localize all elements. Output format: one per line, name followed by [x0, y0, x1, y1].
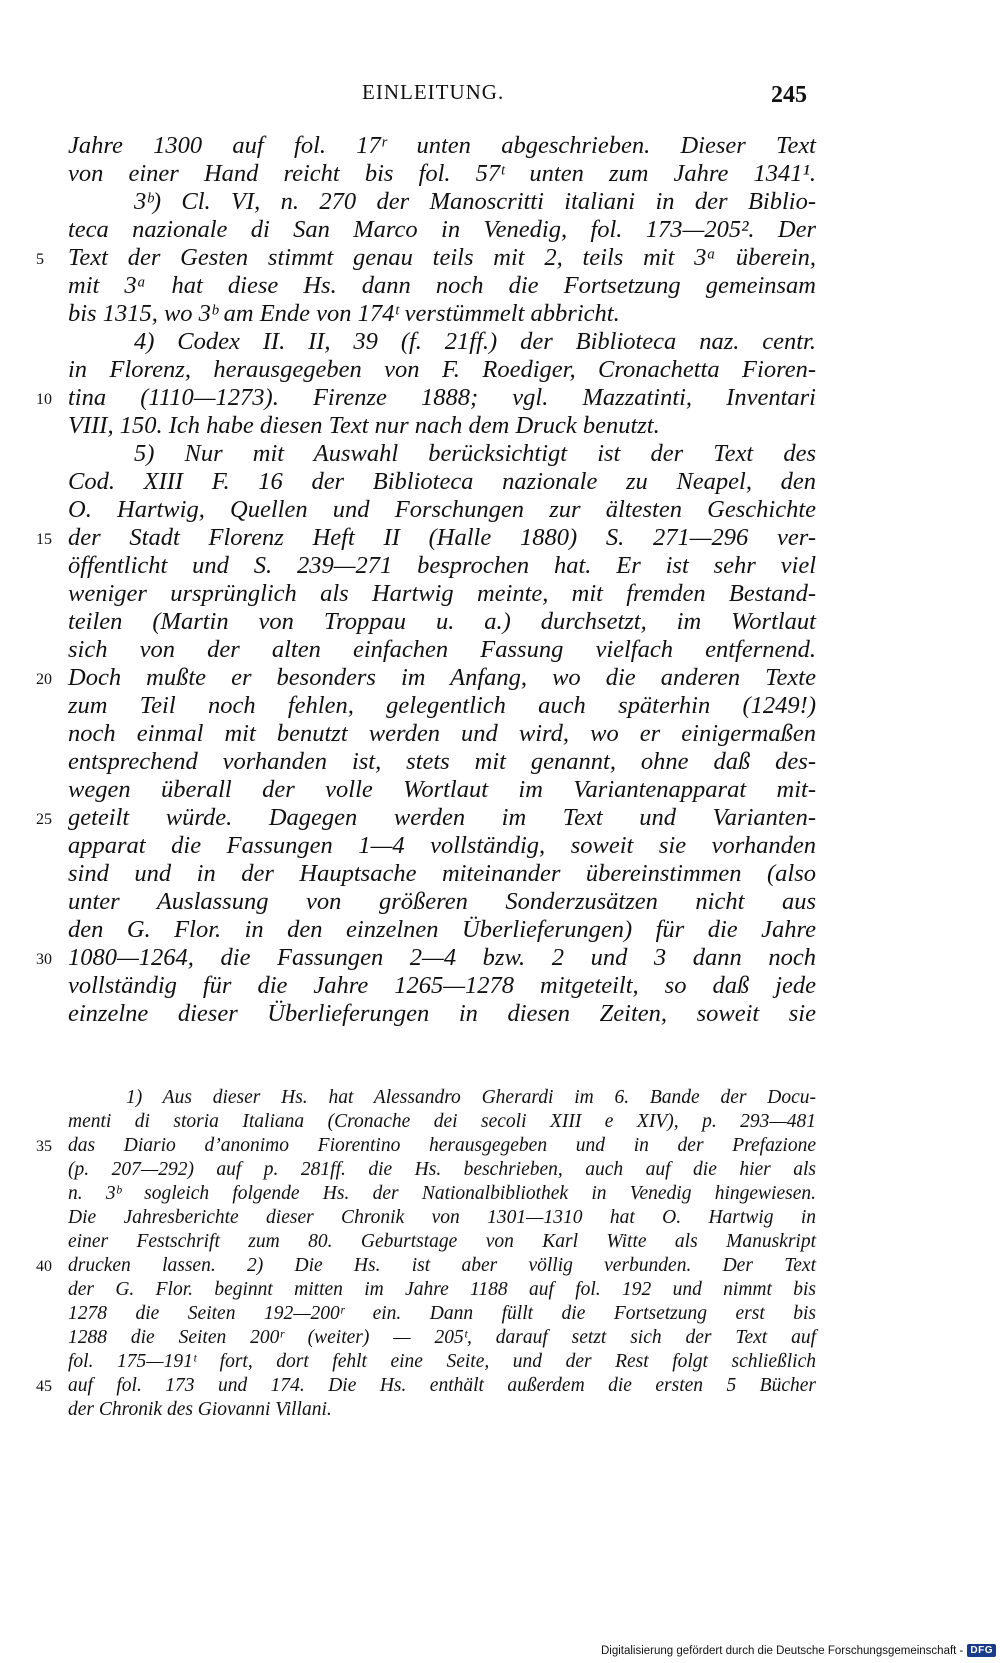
footnote-line: einer Festschrift zum 80. Geburtstage von Karl Witte als Manuskript [68, 1231, 816, 1252]
credit-text: Digitalisierung gefördert durch die Deutsche Forschungsgemeinschaft - [600, 1644, 964, 1657]
footnote-line: drucken lassen. 2) Die Hs. ist aber völlig verbunden. Der Text [68, 1255, 816, 1276]
body-line: weniger ursprünglich als Hartwig meinte, mit fremden Bestand- [68, 580, 816, 607]
body-line: 5) Nur mit Auswahl berücksichtigt ist der Text des [134, 440, 816, 467]
body-line: bis 1315, wo 3ᵇ am Ende von 174ᵗ verstümmelt abbricht. [68, 300, 620, 327]
line-number: 20 [36, 671, 52, 688]
footnote-line: 1288 die Seiten 200ʳ (weiter) — 205ᵗ, darauf setzt sich der Text auf [68, 1327, 816, 1348]
line-number: 15 [36, 531, 52, 548]
line-number: 35 [36, 1138, 52, 1155]
body-line: der Stadt Florenz Heft II (Halle 1880) S. 271—296 ver- [68, 524, 816, 551]
body-line: Doch mußte er besonders im Anfang, wo die anderen Texte [68, 664, 816, 691]
body-line: wegen überall der volle Wortlaut im Variantenapparat mit- [68, 776, 816, 803]
body-line: VIII, 150. Ich habe diesen Text nur nach dem Druck benutzt. [68, 412, 660, 439]
body-line: apparat die Fassungen 1—4 vollständig, soweit sie vorhanden [68, 832, 816, 859]
footnote-line: (p. 207—292) auf p. 281ff. die Hs. beschrieben, auch auf die hier als [68, 1159, 816, 1180]
body-line: entsprechend vorhanden ist, stets mit genannt, ohne daß des- [68, 748, 816, 775]
line-number: 45 [36, 1378, 52, 1395]
body-line: teilen (Martin von Troppau u. a.) durchsetzt, im Wortlaut [68, 608, 816, 635]
footnote-line: fol. 175—191ᵗ fort, dort fehlt eine Seite, und der Rest folgt schließlich [68, 1351, 816, 1372]
body-line: einzelne dieser Überlieferungen in diesen Zeiten, soweit sie [68, 1000, 816, 1027]
body-line: zum Teil noch fehlen, gelegentlich auch späterhin (1249!) [68, 692, 816, 719]
dfg-logo-icon: DFG [967, 1644, 996, 1657]
body-line: 4) Codex II. II, 39 (f. 21ff.) der Biblioteca naz. centr. [134, 328, 816, 355]
digitization-credit [601, 1644, 996, 1657]
footnote-line: der Chronik des Giovanni Villani. [68, 1399, 332, 1420]
body-line: noch einmal mit benutzt werden und wird, wo er einigermaßen [68, 720, 816, 747]
body-line: sind und in der Hauptsache miteinander übereinstimmen (also [68, 860, 816, 887]
body-line: von einer Hand reicht bis fol. 57ᵗ unten zum Jahre 1341¹. [68, 160, 816, 187]
body-line: Jahre 1300 auf fol. 17ʳ unten abgeschrieben. Dieser Text [68, 132, 816, 159]
body-line: teca nazionale di San Marco in Venedig, fol. 173—205². Der [68, 216, 816, 243]
running-head: EINLEITUNG. [362, 80, 505, 104]
body-line: mit 3ᵃ hat diese Hs. dann noch die Fortsetzung gemeinsam [68, 272, 816, 299]
body-line: Text der Gesten stimmt genau teils mit 2, teils mit 3ᵃ überein, [68, 244, 816, 271]
body-line: Cod. XIII F. 16 der Biblioteca nazionale zu Neapel, den [68, 468, 816, 495]
body-line: O. Hartwig, Quellen und Forschungen zur ältesten Geschichte [68, 496, 816, 523]
line-number: 40 [36, 1258, 52, 1275]
body-line: geteilt würde. Dagegen werden im Text und Varianten- [68, 804, 816, 831]
body-line: den G. Flor. in den einzelnen Überlieferungen) für die Jahre [68, 916, 816, 943]
line-number: 25 [36, 811, 52, 828]
footnote-line: n. 3ᵇ sogleich folgende Hs. der Nationalbibliothek in Venedig hingewiesen. [68, 1183, 816, 1204]
body-line: 3ᵇ) Cl. VI, n. 270 der Manoscritti italiani in der Biblio- [134, 188, 816, 215]
body-line: in Florenz, herausgegeben von F. Roediger, Cronachetta Fioren- [68, 356, 816, 383]
line-number: 10 [36, 391, 52, 408]
footnote-line: 1) Aus dieser Hs. hat Alessandro Gherardi im 6. Bande der Docu- [126, 1087, 816, 1108]
footnote-line: auf fol. 173 und 174. Die Hs. enthält außerdem die ersten 5 Bücher [68, 1375, 816, 1396]
page-number: 245 [771, 82, 807, 108]
footnote-line: der G. Flor. beginnt mitten im Jahre 1188 auf fol. 192 und nimmt bis [68, 1279, 816, 1300]
footnote-line: das Diario d’anonimo Fiorentino herausgegeben und in der Prefazione [68, 1135, 816, 1156]
body-line: vollständig für die Jahre 1265—1278 mitgeteilt, so daß jede [68, 972, 816, 999]
footnote-line: menti di storia Italiana (Cronache dei secoli XIII e XIV), p. 293—481 [68, 1111, 816, 1132]
line-number: 30 [36, 951, 52, 968]
body-line: 1080—1264, die Fassungen 2—4 bzw. 2 und 3 dann noch [68, 944, 816, 971]
line-number: 5 [36, 251, 44, 268]
body-line: sich von der alten einfachen Fassung vielfach entfernend. [68, 636, 816, 663]
body-line: tina (1110—1273). Firenze 1888; vgl. Mazzatinti, Inventari [68, 384, 816, 411]
footnote-line: 1278 die Seiten 192—200ʳ ein. Dann füllt die Fortsetzung erst bis [68, 1303, 816, 1324]
page-header [0, 80, 1000, 112]
footnote-line: Die Jahresberichte dieser Chronik von 1301—1310 hat O. Hartwig in [68, 1207, 816, 1228]
body-line: öffentlicht und S. 239—271 besprochen hat. Er ist sehr viel [68, 552, 816, 579]
body-line: unter Auslassung von größeren Sonderzusätzen nicht aus [68, 888, 816, 915]
